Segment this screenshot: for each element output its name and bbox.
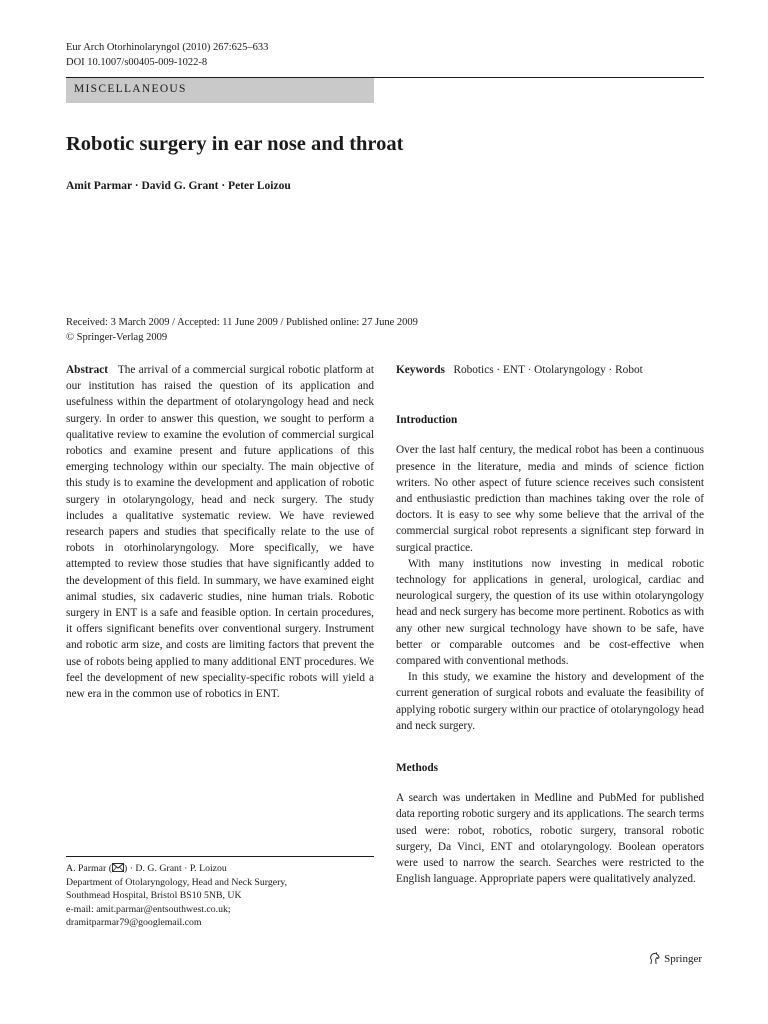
- right-column: [396, 362, 704, 887]
- methods-paragraph-1: A search was undertaken in Medline and PubMed for published data reporting robotic surgery and its applications. The search terms used were: robot, robotics, robotic surgery, transoral robotic surgery, Da Vinci, ENT and otolaryngology. Boolean operators were used to narrow the search. Searches were restricted to the English language. Appropriate papers were qualitatively analyzed.: [396, 792, 704, 886]
- springer-horse-icon: [648, 952, 661, 965]
- abstract-label: Abstract: [66, 364, 109, 376]
- doi: DOI 10.1007/s00405-009-1022-8: [66, 57, 208, 68]
- article-dates: [66, 315, 418, 345]
- affiliation-email-2: dramitparmar79@googlemail.com: [66, 917, 202, 928]
- keywords-text: Robotics · ENT · Otolaryngology · Robot: [453, 364, 643, 376]
- section-label: MISCELLANEOUS: [66, 78, 374, 103]
- keywords: [396, 362, 704, 378]
- introduction-heading: Introduction: [396, 414, 458, 427]
- intro-paragraph-2: With many institutions now investing in medical robotic technology for applications in general, urological, cardiac and neurological surgery, the question of its use within otolaryngology head and neck surgery has become more pertinent. Robotics as with any other new surgical technology have shown to be safe, have better or comparable outcomes and be cost-effective when compared with conventional methods.: [396, 557, 704, 668]
- affiliation-email-1: e-mail: amit.parmar@entsouthwest.co.uk;: [66, 903, 231, 915]
- left-column: [66, 362, 374, 702]
- publication-history: Received: 3 March 2009 / Accepted: 11 June 2009 / Published online: 27 June 2009: [66, 317, 418, 328]
- affiliation-authors: A. Parmar ( ) · D. G. Grant · P. Loizou: [66, 863, 227, 874]
- envelope-icon: [112, 863, 124, 872]
- publisher-name: Springer: [664, 952, 702, 965]
- footnote-rule: [66, 856, 374, 857]
- copyright: © Springer-Verlag 2009: [66, 332, 168, 343]
- keywords-label: Keywords: [396, 364, 445, 376]
- article-title: Robotic surgery in ear nose and throat: [66, 133, 404, 155]
- intro-paragraph-1: Over the last half century, the medical robot has been a continuous presence in the literature, media and minds of science fiction writers. No other aspect of future science receives such consistent and enthusiastic prediction than machines taking over the role of doctors. It is easy to see why some believe that the arrival of the commercial surgical robot represents a significant step forward in surgical practice.: [396, 444, 704, 554]
- journal-header: [66, 40, 268, 70]
- affiliation-department: Department of Otolaryngology, Head and Neck Surgery,: [66, 876, 288, 888]
- author-list: Amit Parmar · David G. Grant · Peter Loizou: [66, 180, 291, 192]
- affiliation-block: [66, 862, 287, 930]
- journal-citation: Eur Arch Otorhinolaryngol (2010) 267:625–633: [66, 42, 269, 53]
- methods-heading: Methods: [396, 762, 439, 775]
- publisher-mark: [648, 952, 702, 965]
- intro-paragraph-3: In this study, we examine the history and development of the current generation of surgical robots and evaluate the feasibility of applying robotic surgery within our practice of otolaryngology head and neck surgery.: [396, 671, 704, 732]
- abstract-text: The arrival of a commercial surgical robotic platform at our institution has raised the question of its application and usefulness within the department of otolaryngology head and neck surgery. In order to answer this question, we sought to perform a qualitative review to examine the evolution of commercial surgical robotics and examine present and future applications of this emerging technology within our specialty. The main objective of this study is to examine the development and application of robotic surgery in otolaryngology, head and neck surgery. The study includes a qualitative systematic review. We have reviewed research papers and studies that specifically relate to the use of robots in otorhinolaryngology. More specifically, we have attempted to review those studies that have significantly added to the development of this field. In summary, we have examined eight animal studies, six cadaveric studies, nine human trials. Robotic surgery in ENT is a safe and feasible option. In certain procedures, it offers significant benefits over conventional surgery. Instrument and robotic arm size, and costs are limiting factors that prevent the use of robots being applied to many additional ENT procedures. We feel the development of new speciality-specific robots will yield a new era in the common use of robotics in ENT.: [66, 364, 374, 701]
- affiliation-address: Southmead Hospital, Bristol BS10 5NB, UK: [66, 890, 242, 901]
- abstract: [66, 362, 374, 702]
